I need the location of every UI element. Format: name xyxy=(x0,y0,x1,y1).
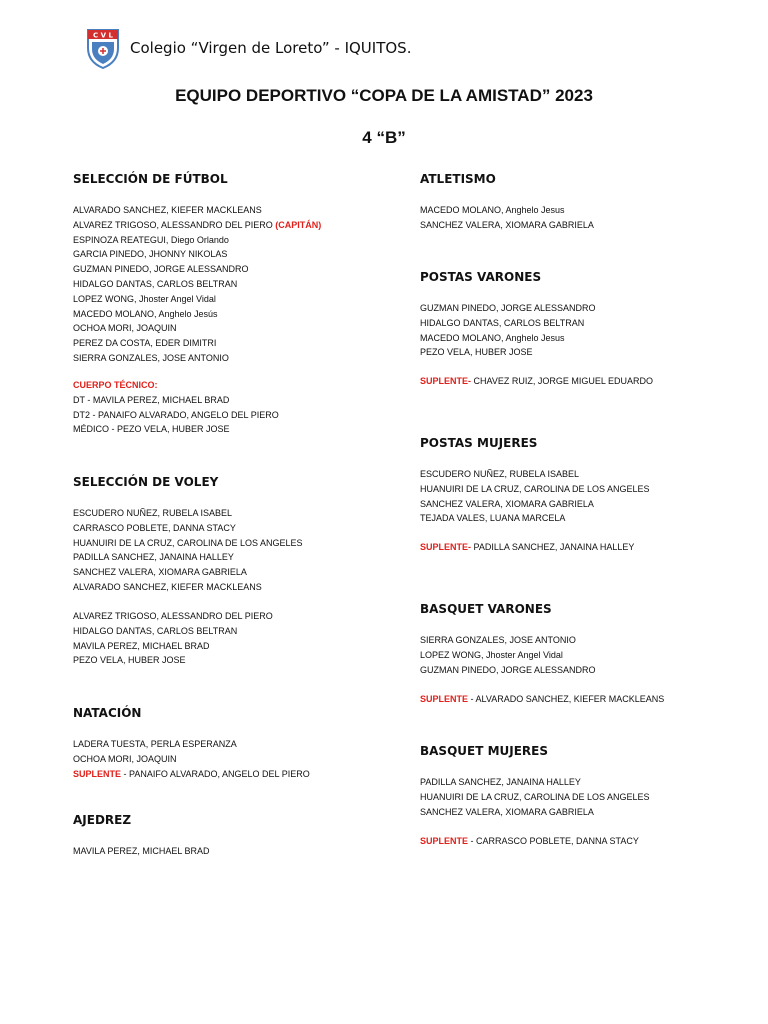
substitute-line xyxy=(420,374,653,389)
section-title-atletismo: ATLETISMO xyxy=(420,172,496,186)
section-title-futbol: SELECCIÓN DE FÚTBOL xyxy=(73,172,228,186)
postas-mujeres-substitute xyxy=(420,540,634,555)
ajedrez-player-list xyxy=(73,844,210,859)
substitute-label: SUPLENTE xyxy=(73,768,122,779)
list-item: DT - MAVILA PEREZ, MICHAEL BRAD xyxy=(73,394,230,405)
basquet-varones-substitute xyxy=(420,692,664,707)
list-item: PEREZ DA COSTA, EDER DIMITRI xyxy=(73,338,217,349)
list-item: HIDALGO DANTAS, CARLOS BELTRAN xyxy=(73,278,238,289)
section-title-postas-varones: POSTAS VARONES xyxy=(420,270,542,284)
natacion-player-list xyxy=(73,737,310,781)
list-item: SANCHEZ VALERA, XIOMARA GABRIELA xyxy=(73,567,247,578)
list-item: GUZMAN PINEDO, JORGE ALESSANDRO xyxy=(420,664,596,675)
list-item: ALVAREZ TRIGOSO, ALESSANDRO DEL PIERO xyxy=(73,611,273,621)
list-item: HIDALGO DANTAS, CARLOS BELTRAN xyxy=(420,317,585,328)
list-item: HUANUIRI DE LA CRUZ, CAROLINA DE LOS ANGELES xyxy=(420,791,650,802)
school-crest-icon xyxy=(84,26,122,70)
list-item: MÉDICO - PEZO VELA, HUBER JOSE xyxy=(73,424,230,435)
basquet-mujeres-player-list xyxy=(420,775,650,819)
voley-player-list-2 xyxy=(73,609,273,668)
list-item: CARRASCO POBLETE, DANNA STACY xyxy=(73,522,236,533)
list-item: LOPEZ WONG, Jhoster Angel Vidal xyxy=(420,649,563,660)
substitute-label: SUPLENTE xyxy=(420,694,469,704)
list-item: MACEDO MOLANO, Anghelo Jesus xyxy=(420,205,565,215)
substitute-name: - CARRASCO POBLETE, DANNA STACY xyxy=(468,836,639,846)
list-item: MAVILA PEREZ, MICHAEL BRAD xyxy=(73,640,210,651)
list-item: PEZO VELA, HUBER JOSE xyxy=(420,347,533,358)
list-item: TEJADA VALES, LUANA MARCELA xyxy=(420,513,566,524)
list-item: HUANUIRI DE LA CRUZ, CAROLINA DE LOS ANGELES xyxy=(73,537,303,548)
list-item xyxy=(73,218,321,233)
list-item: SIERRA GONZALES, JOSE ANTONIO xyxy=(73,352,229,363)
substitute-label: SUPLENTE xyxy=(420,836,469,846)
list-item: SIERRA GONZALES, JOSE ANTONIO xyxy=(420,635,576,645)
list-item: SANCHEZ VALERA, XIOMARA GABRIELA xyxy=(420,498,594,509)
captain-tag: (CAPITÁN) xyxy=(275,219,322,230)
list-item: GUZMAN PINEDO, JORGE ALESSANDRO xyxy=(420,303,596,313)
substitute-line xyxy=(420,540,634,555)
postas-mujeres-player-list xyxy=(420,467,650,526)
player-name: ALVAREZ TRIGOSO, ALESSANDRO DEL PIERO xyxy=(73,219,273,230)
list-item: LADERA TUESTA, PERLA ESPERANZA xyxy=(73,739,237,749)
substitute-label: SUPLENTE- xyxy=(420,542,472,552)
section-title-ajedrez: AJEDREZ xyxy=(73,813,132,827)
list-item: OCHOA MORI, JOAQUIN xyxy=(73,323,177,334)
futbol-staff-list xyxy=(73,378,279,437)
list-item: GUZMAN PINEDO, JORGE ALESSANDRO xyxy=(73,264,249,275)
school-name: Colegio “Virgen de Loreto” - IQUITOS. xyxy=(130,39,412,57)
list-item: ESPINOZA REATEGUI, Diego Orlando xyxy=(73,234,229,245)
list-item: MACEDO MOLANO, Anghelo Jesús xyxy=(73,308,218,319)
list-item: HIDALGO DANTAS, CARLOS BELTRAN xyxy=(73,625,238,636)
substitute-name: PADILLA SANCHEZ, JANAINA HALLEY xyxy=(471,542,635,552)
voley-player-list xyxy=(73,506,303,595)
list-item: DT2 - PANAIFO ALVARADO, ANGELO DEL PIERO xyxy=(73,409,279,420)
section-title-natacion: NATACIÓN xyxy=(73,706,142,720)
list-item: PEZO VELA, HUBER JOSE xyxy=(73,655,186,666)
list-item: PADILLA SANCHEZ, JANAINA HALLEY xyxy=(73,552,234,563)
school-header xyxy=(84,26,411,70)
substitute-line xyxy=(420,834,639,849)
basquet-mujeres-substitute xyxy=(420,834,639,849)
section-title-voley: SELECCIÓN DE VOLEY xyxy=(73,475,219,489)
list-item: SANCHEZ VALERA, XIOMARA GABRIELA xyxy=(420,219,594,230)
svg-text:C V L: C V L xyxy=(93,31,113,40)
futbol-player-list xyxy=(73,203,321,366)
list-item: MACEDO MOLANO, Anghelo Jesus xyxy=(420,332,565,343)
postas-varones-substitute xyxy=(420,374,653,389)
page-subtitle: 4 “B” xyxy=(362,128,406,147)
page-title: EQUIPO DEPORTIVO “COPA DE LA AMISTAD” 2023 xyxy=(175,86,593,105)
substitute-label: SUPLENTE- xyxy=(420,376,472,386)
list-item: GARCIA PINEDO, JHONNY NIKOLAS xyxy=(73,249,228,260)
list-item: ESCUDERO NUÑEZ, RUBELA ISABEL xyxy=(420,469,580,479)
staff-title: CUERPO TÉCNICO: xyxy=(73,380,158,390)
list-item: ESCUDERO NUÑEZ, RUBELA ISABEL xyxy=(73,508,233,518)
list-item: PADILLA SANCHEZ, JANAINA HALLEY xyxy=(420,777,581,787)
postas-varones-player-list xyxy=(420,301,596,360)
substitute-line xyxy=(420,692,664,707)
section-title-basquet-mujeres: BASQUET MUJERES xyxy=(420,744,549,758)
substitute-name: CHAVEZ RUIZ, JORGE MIGUEL EDUARDO xyxy=(471,376,654,386)
substitute-name: - ALVARADO SANCHEZ, KIEFER MACKLEANS xyxy=(468,694,665,704)
section-title-postas-mujeres: POSTAS MUJERES xyxy=(420,436,538,450)
list-item: SANCHEZ VALERA, XIOMARA GABRIELA xyxy=(420,806,594,817)
list-item: MAVILA PEREZ, MICHAEL BRAD xyxy=(73,846,210,856)
list-item: ALVARADO SANCHEZ, KIEFER MACKLEANS xyxy=(73,581,262,592)
atletismo-player-list xyxy=(420,203,594,233)
list-item: LOPEZ WONG, Jhoster Angel Vidal xyxy=(73,293,216,304)
substitute-line xyxy=(73,767,310,782)
list-item: HUANUIRI DE LA CRUZ, CAROLINA DE LOS ANGELES xyxy=(420,483,650,494)
basquet-varones-player-list xyxy=(420,633,596,677)
list-item: OCHOA MORI, JOAQUIN xyxy=(73,753,177,764)
substitute-name: - PANAIFO ALVARADO, ANGELO DEL PIERO xyxy=(121,768,310,779)
list-item: ALVARADO SANCHEZ, KIEFER MACKLEANS xyxy=(73,205,262,215)
section-title-basquet-varones: BASQUET VARONES xyxy=(420,602,552,616)
